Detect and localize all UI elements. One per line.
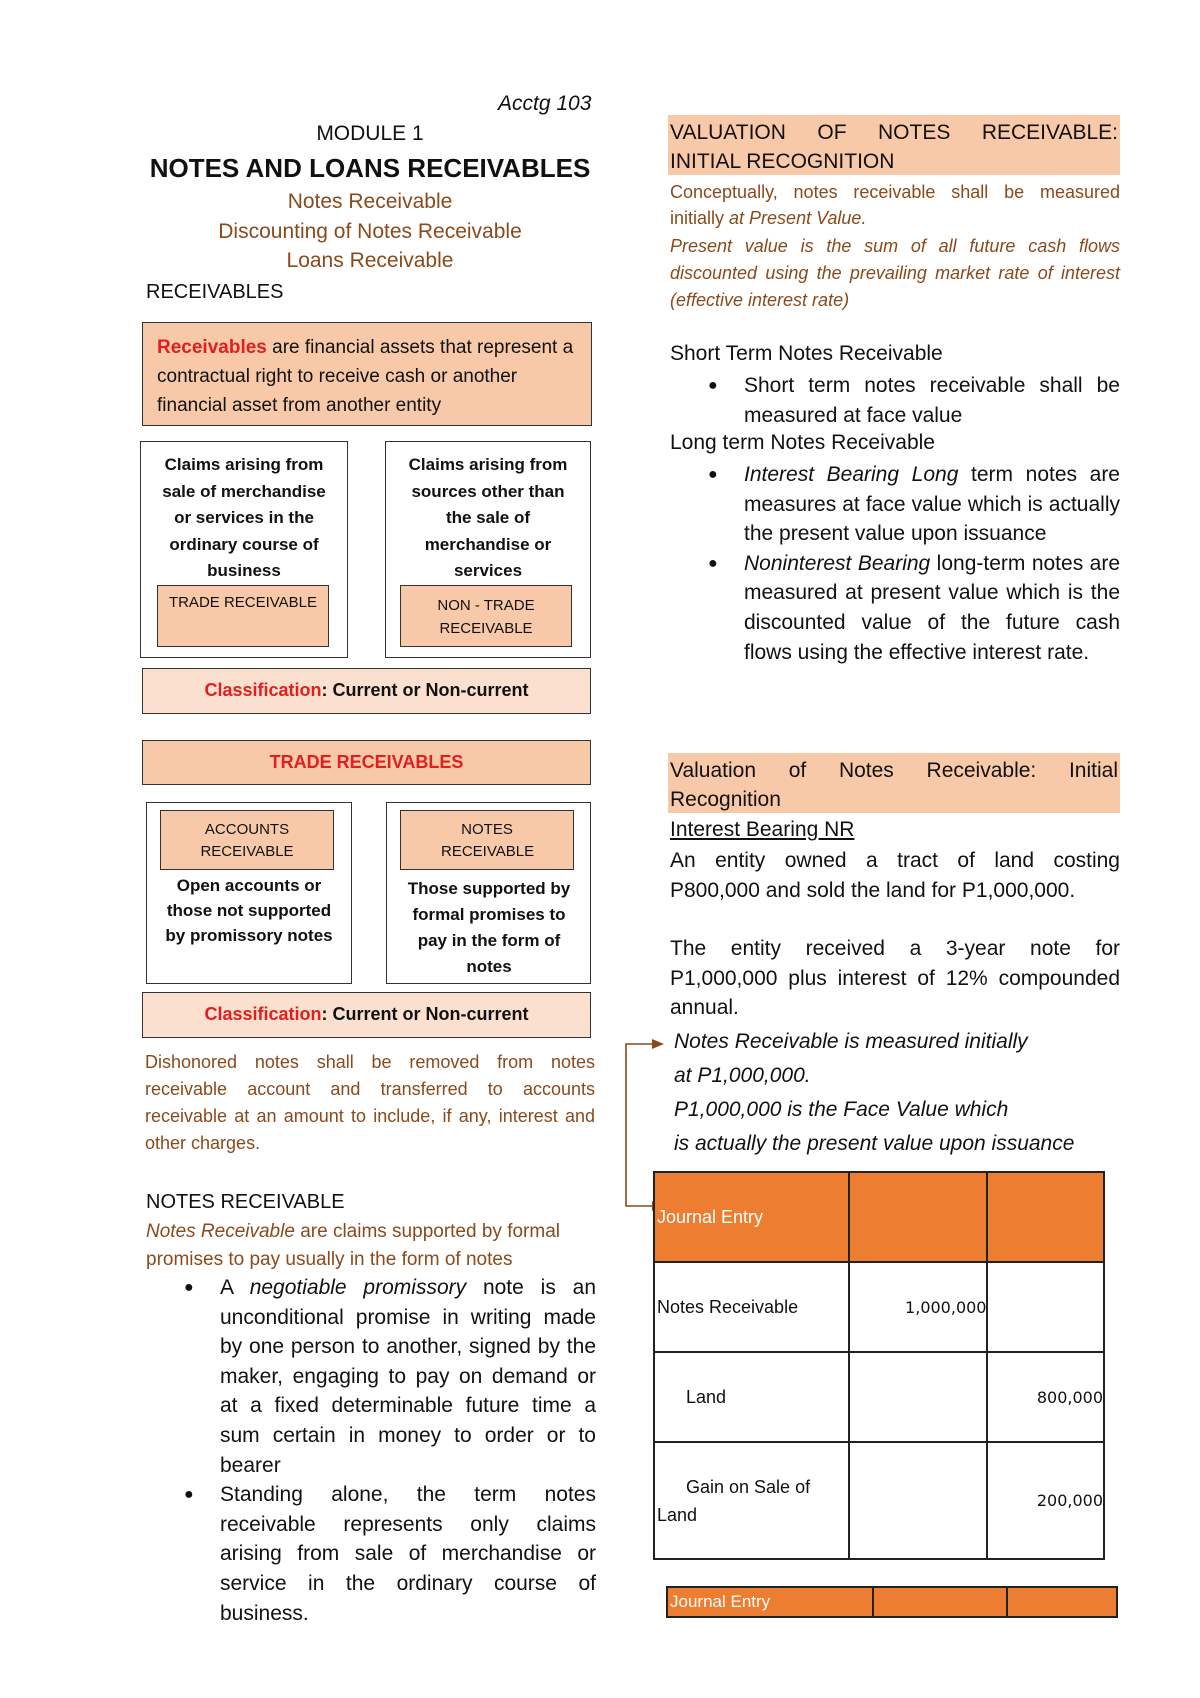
- dishonored-notes-text: Dishonored notes shall be removed from notes receivable account and transferred to accounts receivable at an amount to include, if any, interest and other charges.: [145, 1052, 595, 1153]
- note-line-1: Notes Receivable is measured initially: [674, 1030, 1028, 1053]
- nr-def-text: are claims supported by formal promises to pay usually in the form of notes: [146, 1221, 560, 1270]
- bullet-standing-alone: ● Standing alone, the term notes receivable represents only claims arising from sale of merchandise or service in the ordinary course of business.: [146, 1480, 596, 1628]
- receivables-definition-box: [142, 322, 592, 426]
- nontrade-claims-description: Claims arising from sources other than the sale of merchandise or services: [408, 455, 568, 580]
- classification-box-2: [142, 992, 591, 1038]
- note-line-2: at P1,000,000.: [674, 1064, 811, 1087]
- journal-credit: [987, 1262, 1104, 1352]
- journal2-header-debit: [873, 1587, 1006, 1617]
- accounts-receivable-description: Open accounts or those not supported by promissory notes: [165, 876, 333, 945]
- notes-receivable-bullets: [146, 1273, 596, 1628]
- journal-debit: [849, 1442, 987, 1559]
- example-text-1: An entity owned a tract of land costing P800,000 and sold the land for P1,000,000.: [670, 849, 1120, 902]
- short-term-bullets: [670, 371, 1120, 430]
- initial-measurement-note: [674, 1025, 1134, 1161]
- example-text-2: The entity received a 3-year note for P1,000,000 plus interest of 12% compounded annual.: [670, 937, 1120, 1019]
- long-term-bullet-noninterest: ● Noninterest Bearing long-term notes are measured at present value which is the discounted value of the future cash flows using the effective interest rate.: [670, 549, 1120, 667]
- journal-entry-table-2: [666, 1586, 1118, 1618]
- short-term-bullet: ● Short term notes receivable shall be measured at face value: [670, 371, 1120, 430]
- valuation-heading: VALUATION OF NOTES RECEIVABLE: INITIAL RECOGNITION: [668, 115, 1120, 175]
- definition-term: Receivables: [157, 337, 267, 358]
- long-term-heading: Long term Notes Receivable: [670, 431, 935, 454]
- notes-receivable-heading: NOTES RECEIVABLE: [146, 1191, 345, 1213]
- conceptually-text: Conceptually, notes receivable shall be measured initially at Present Value.: [670, 182, 1120, 228]
- bullet-negotiable: ● A negotiable promissory note is an unconditional promise in writing made by one person to another, signed by the maker, engaging to pay on demand or at a fixed determinable future time a sum certain in money to order or to bearer: [146, 1273, 596, 1480]
- subtopic-3: Loans Receivable: [286, 249, 454, 272]
- module-label: MODULE 1: [316, 122, 424, 145]
- journal-row: [654, 1262, 1104, 1352]
- accounts-receivable-label: ACCOUNTS RECEIVABLE: [160, 810, 334, 870]
- classification-value: : Current or Non-current: [321, 680, 529, 700]
- page-title: NOTES AND LOANS RECEIVABLES: [149, 153, 591, 183]
- subtopic-1: Notes Receivable: [287, 190, 453, 213]
- present-value-definition: Present value is the sum of all future cash flows discounted using the prevailing market rate of interest (effective interest rate): [670, 236, 1120, 310]
- journal-header-account: Journal Entry: [654, 1172, 849, 1262]
- journal-row: [654, 1352, 1104, 1442]
- definition-text: are financial assets that represent a contractual right to receive cash or another financial asset from another entity: [157, 337, 574, 416]
- trade-claims-description: Claims arising from sale of merchandise or services in the ordinary course of business: [162, 455, 326, 580]
- note-line-4: is actually the present value upon issuance: [674, 1132, 1075, 1155]
- journal-account: Gain on Sale of Land: [654, 1442, 849, 1559]
- long-term-bullet-interest: ● Interest Bearing Long term notes are measures at face value which is actually the present value upon issuance: [670, 460, 1120, 549]
- receivables-heading: RECEIVABLES: [146, 281, 284, 303]
- nontrade-receivable-label: NON - TRADE RECEIVABLE: [400, 585, 572, 647]
- journal-header-debit: [849, 1172, 987, 1262]
- journal-debit: 1,000,000: [849, 1262, 987, 1352]
- long-term-bullets: [670, 460, 1120, 667]
- journal2-header-credit: [1007, 1587, 1117, 1617]
- classification-label-2: Classification: [204, 1004, 322, 1024]
- classification-value-2: : Current or Non-current: [321, 1004, 529, 1024]
- classification-label: Classification: [204, 680, 322, 700]
- nr-def-term: Notes Receivable: [146, 1221, 295, 1242]
- journal2-header-account: Journal Entry: [667, 1587, 873, 1617]
- trade-receivables-heading: TRADE RECEIVABLES: [142, 740, 591, 785]
- journal-account: Notes Receivable: [654, 1262, 849, 1352]
- journal-account: Land: [654, 1352, 849, 1442]
- subtopic-2: Discounting of Notes Receivable: [218, 220, 522, 243]
- trade-receivable-label: TRADE RECEIVABLE: [157, 585, 329, 647]
- journal-row: [654, 1442, 1104, 1559]
- notes-receivable-description: Those supported by formal promises to pay in the form of notes: [407, 879, 571, 976]
- journal-entry-table: [653, 1171, 1105, 1560]
- classification-box: [142, 668, 591, 714]
- valuation-heading-2: Valuation of Notes Receivable: Initial Recognition: [668, 753, 1120, 813]
- journal-credit: 800,000: [987, 1352, 1104, 1442]
- interest-bearing-heading: Interest Bearing NR: [670, 818, 855, 841]
- journal-credit: 200,000: [987, 1442, 1104, 1559]
- notes-receivable-definition: [146, 1218, 596, 1274]
- journal-debit: [849, 1352, 987, 1442]
- note-line-3: P1,000,000 is the Face Value which: [674, 1098, 1009, 1121]
- notes-receivable-label: NOTES RECEIVABLE: [400, 810, 574, 870]
- journal-header-credit: [987, 1172, 1104, 1262]
- short-term-heading: Short Term Notes Receivable: [670, 342, 943, 365]
- course-code: Acctg 103: [498, 92, 592, 115]
